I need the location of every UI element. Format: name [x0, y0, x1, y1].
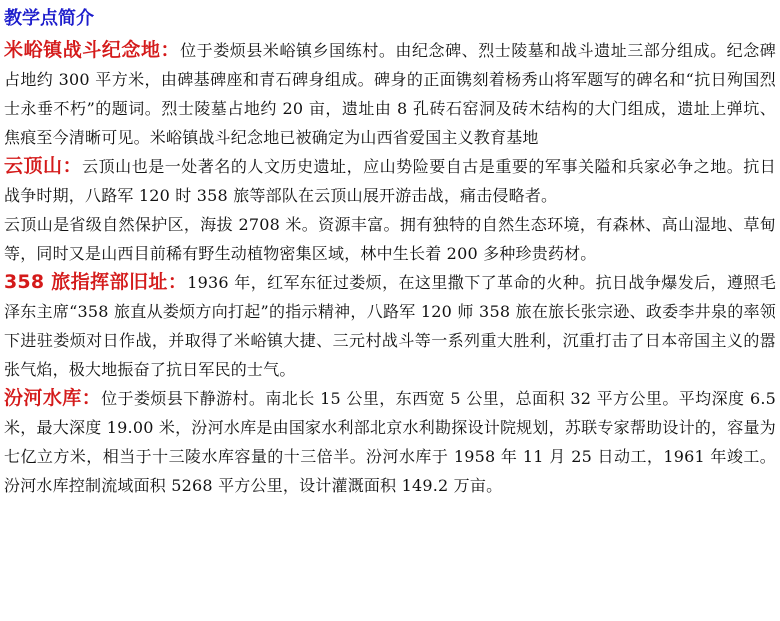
section-body-yunding: 云顶山也是一处著名的人文历史遗址，应山势险要自古是重要的军事关隘和兵家必争之地。抗日战争时期，八路军 120 时 358 旅等部队在云顶山展开游击战，痛击侵略者。 — [4, 157, 776, 205]
document-page — [4, 4, 776, 500]
section-miyu — [4, 36, 776, 152]
section-heading-miyu: 米峪镇战斗纪念地： — [4, 39, 181, 61]
section-fenhe — [4, 384, 776, 500]
section-hq358 — [4, 268, 776, 384]
section-heading-hq358: 358 旅指挥部旧址： — [4, 271, 188, 293]
section-body-fenhe: 位于娄烦县下静游村。南北长 15 公里，东西宽 5 公里，总面积 32 平方公里。平均深度 6.5 米，最大深度 19.00 米，汾河水库是由国家水利部北京水利勘探设计院规划，苏联专家帮助设计的，容量为七亿立方米，相当于十三陵水库容量的十三倍半。汾河水库于 1958 年 11 月 25 日动工，1961 年竣工。汾河水库控制流域面积 5268 平方公里，设计灌溉面积 149.2 万亩。 — [4, 389, 776, 495]
section-body-hq358: 1936 年，红军东征过娄烦，在这里撒下了革命的火种。抗日战争爆发后，遵照毛泽东主席“358 旅直从娄烦方向打起”的指示精神，八路军 120 师 358 旅在旅长张宗逊、政委李井泉的率领下进驻娄烦对日作战，并取得了米峪镇大捷、三元村战斗等一系列重大胜利，沉重打击了日本帝国主义的嚣张气焰，极大地振奋了抗日军民的士气。 — [4, 273, 777, 379]
section-heading-fenhe: 汾河水库： — [4, 387, 102, 409]
section-yunding — [4, 152, 776, 210]
section-heading-yunding: 云顶山： — [4, 155, 83, 177]
page-title: 教学点简介 — [4, 8, 94, 29]
section-body-miyu: 位于娄烦县米峪镇乡国练村。由纪念碑、烈士陵墓和战斗遗址三部分组成。纪念碑占地约 300 平方米，由碑基碑座和青石碑身组成。碑身的正面镌刻着杨秀山将军题写的碑名和“抗日殉国烈士永垂不朽”的题词。烈士陵墓占地约 20 亩，遗址由 8 孔砖石窑洞及砖木结构的大门组成，遗址上弹坑、焦痕至今清晰可见。米峪镇战斗纪念地已被确定为山西省爱国主义教育基地 — [4, 41, 776, 147]
section-yunding-continued: 云顶山是省级自然保护区，海拔 2708 米。资源丰富。拥有独特的自然生态环境，有森林、高山湿地、草甸等，同时又是山西目前稀有野生动植物密集区域，林中生长着 200 多种珍贵药材。 — [4, 215, 776, 263]
